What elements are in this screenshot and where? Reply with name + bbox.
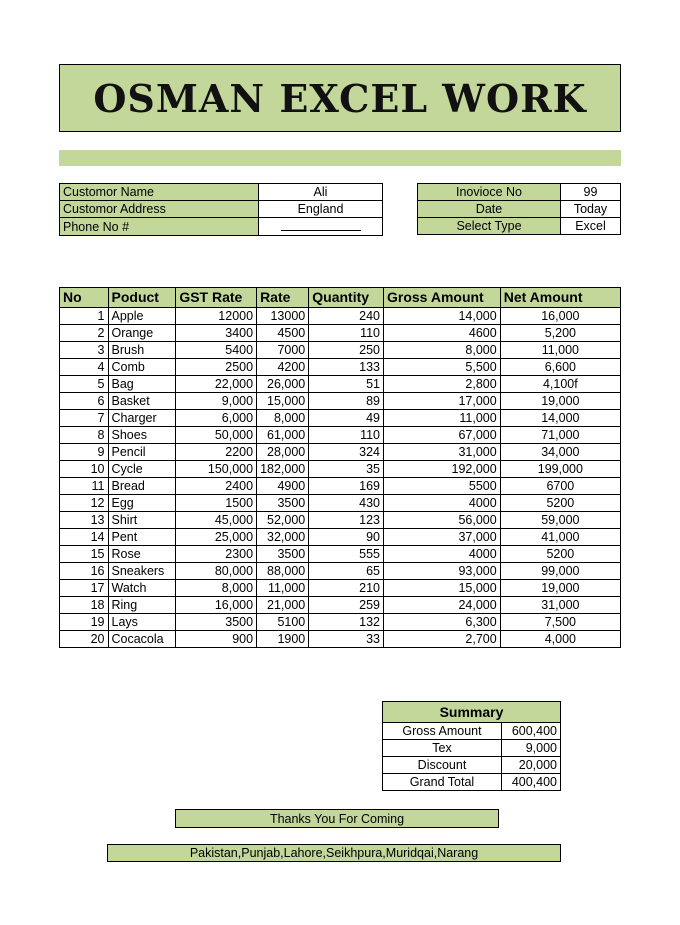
gross-amount-cell[interactable]: 4600 <box>384 325 501 342</box>
product-name-cell[interactable]: Pencil <box>108 444 176 461</box>
table-row <box>60 359 621 376</box>
summary-label: Gross Amount <box>383 723 502 740</box>
table-row <box>60 376 621 393</box>
net-amount-cell[interactable]: 59,000 <box>500 512 620 529</box>
select-type-row <box>418 218 621 235</box>
select-type-label: Select Type <box>418 218 561 235</box>
row-no-cell[interactable]: 13 <box>60 512 109 529</box>
summary-row <box>383 723 561 740</box>
decorative-band <box>59 150 621 166</box>
quantity-cell[interactable]: 33 <box>309 631 384 648</box>
table-row <box>60 393 621 410</box>
products-table <box>59 287 621 648</box>
gross-amount-cell[interactable]: 5,500 <box>384 359 501 376</box>
table-row <box>60 512 621 529</box>
product-name-cell[interactable]: Brush <box>108 342 176 359</box>
gst-rate-cell[interactable]: 2300 <box>176 546 257 563</box>
gross-amount-cell[interactable]: 6,300 <box>384 614 501 631</box>
product-name-cell[interactable]: Apple <box>108 308 176 325</box>
product-name-cell[interactable]: Sneakers <box>108 563 176 580</box>
row-no-cell[interactable]: 5 <box>60 376 109 393</box>
rate-cell[interactable]: 61,000 <box>257 427 309 444</box>
table-row <box>60 478 621 495</box>
summary-value[interactable]: 9,000 <box>502 740 561 757</box>
customer-address-row <box>60 201 383 218</box>
header-no: No <box>60 288 109 308</box>
quantity-cell[interactable]: 240 <box>309 308 384 325</box>
net-amount-cell[interactable]: 5200 <box>500 546 620 563</box>
customer-name-row <box>60 184 383 201</box>
invoice-no-row <box>418 184 621 201</box>
gross-amount-cell[interactable]: 17,000 <box>384 393 501 410</box>
table-row <box>60 410 621 427</box>
product-name-cell[interactable]: Watch <box>108 580 176 597</box>
row-no-cell[interactable]: 18 <box>60 597 109 614</box>
net-amount-cell[interactable]: 19,000 <box>500 580 620 597</box>
header-gross-amount: Gross Amount <box>384 288 501 308</box>
gst-rate-cell[interactable]: 2500 <box>176 359 257 376</box>
gst-rate-cell[interactable]: 16,000 <box>176 597 257 614</box>
gross-amount-cell[interactable]: 8,000 <box>384 342 501 359</box>
gross-amount-cell[interactable]: 11,000 <box>384 410 501 427</box>
net-amount-cell[interactable]: 19,000 <box>500 393 620 410</box>
summary-value[interactable]: 600,400 <box>502 723 561 740</box>
row-no-cell[interactable]: 9 <box>60 444 109 461</box>
quantity-cell[interactable]: 210 <box>309 580 384 597</box>
gst-rate-cell[interactable]: 6,000 <box>176 410 257 427</box>
gross-amount-cell[interactable]: 24,000 <box>384 597 501 614</box>
row-no-cell[interactable]: 6 <box>60 393 109 410</box>
rate-cell[interactable]: 21,000 <box>257 597 309 614</box>
rate-cell[interactable]: 3500 <box>257 546 309 563</box>
phone-row <box>60 218 383 236</box>
net-amount-cell[interactable]: 6,600 <box>500 359 620 376</box>
summary-table <box>382 701 561 791</box>
row-no-cell[interactable]: 16 <box>60 563 109 580</box>
product-name-cell[interactable]: Shoes <box>108 427 176 444</box>
quantity-cell[interactable]: 89 <box>309 393 384 410</box>
address-banner <box>107 844 561 862</box>
rate-cell[interactable]: 32,000 <box>257 529 309 546</box>
rate-cell[interactable]: 15,000 <box>257 393 309 410</box>
header-product: Poduct <box>108 288 176 308</box>
row-no-cell[interactable]: 14 <box>60 529 109 546</box>
quantity-cell[interactable]: 123 <box>309 512 384 529</box>
net-amount-cell[interactable]: 41,000 <box>500 529 620 546</box>
products-header-row <box>60 288 621 308</box>
gst-rate-cell[interactable]: 50,000 <box>176 427 257 444</box>
row-no-cell[interactable]: 20 <box>60 631 109 648</box>
gst-rate-cell[interactable]: 3400 <box>176 325 257 342</box>
gross-amount-cell[interactable]: 56,000 <box>384 512 501 529</box>
gst-rate-cell[interactable]: 900 <box>176 631 257 648</box>
gst-rate-cell[interactable]: 12000 <box>176 308 257 325</box>
rate-cell[interactable]: 88,000 <box>257 563 309 580</box>
customer-info-table <box>59 183 383 236</box>
summary-title: Summary <box>383 702 561 723</box>
gst-rate-cell[interactable]: 22,000 <box>176 376 257 393</box>
rate-cell[interactable]: 4200 <box>257 359 309 376</box>
product-name-cell[interactable]: Lays <box>108 614 176 631</box>
quantity-cell[interactable]: 90 <box>309 529 384 546</box>
address-text: Pakistan,Punjab,Lahore,Seikhpura,Muridqai,Narang <box>189 846 479 860</box>
quantity-cell[interactable]: 250 <box>309 342 384 359</box>
quantity-cell[interactable]: 49 <box>309 410 384 427</box>
row-no-cell[interactable]: 8 <box>60 427 109 444</box>
net-amount-cell[interactable]: 4,100f <box>500 376 620 393</box>
gross-amount-cell[interactable]: 37,000 <box>384 529 501 546</box>
rate-cell[interactable]: 182,000 <box>257 461 309 478</box>
gross-amount-cell[interactable]: 4000 <box>384 546 501 563</box>
product-name-cell[interactable]: Bread <box>108 478 176 495</box>
gross-amount-cell[interactable]: 192,000 <box>384 461 501 478</box>
gross-amount-cell[interactable]: 15,000 <box>384 580 501 597</box>
row-no-cell[interactable]: 1 <box>60 308 109 325</box>
net-amount-cell[interactable]: 16,000 <box>500 308 620 325</box>
gst-rate-cell[interactable]: 9,000 <box>176 393 257 410</box>
row-no-cell[interactable]: 15 <box>60 546 109 563</box>
summary-label: Tex <box>383 740 502 757</box>
gst-rate-cell[interactable]: 2200 <box>176 444 257 461</box>
phone-value[interactable] <box>259 218 383 236</box>
table-row <box>60 308 621 325</box>
product-name-cell[interactable]: Rose <box>108 546 176 563</box>
summary-label: Discount <box>383 757 502 774</box>
rate-cell[interactable]: 11,000 <box>257 580 309 597</box>
quantity-cell[interactable]: 132 <box>309 614 384 631</box>
rate-cell[interactable]: 1900 <box>257 631 309 648</box>
gross-amount-cell[interactable]: 31,000 <box>384 444 501 461</box>
rate-cell[interactable]: 52,000 <box>257 512 309 529</box>
rate-cell[interactable]: 13000 <box>257 308 309 325</box>
net-amount-cell[interactable]: 199,000 <box>500 461 620 478</box>
quantity-cell[interactable]: 555 <box>309 546 384 563</box>
gst-rate-cell[interactable]: 45,000 <box>176 512 257 529</box>
products-body <box>60 308 621 648</box>
gst-rate-cell[interactable]: 150,000 <box>176 461 257 478</box>
table-row <box>60 325 621 342</box>
invoice-no-value[interactable]: 99 <box>561 184 621 201</box>
table-row <box>60 342 621 359</box>
table-row <box>60 529 621 546</box>
select-type-value[interactable]: Excel <box>561 218 621 235</box>
summary-value[interactable]: 20,000 <box>502 757 561 774</box>
customer-address-value[interactable]: England <box>259 201 383 218</box>
invoice-info-table <box>417 183 621 235</box>
quantity-cell[interactable]: 65 <box>309 563 384 580</box>
quantity-cell[interactable]: 133 <box>309 359 384 376</box>
product-name-cell[interactable]: Cocacola <box>108 631 176 648</box>
title-banner <box>59 64 621 132</box>
rate-cell[interactable]: 4500 <box>257 325 309 342</box>
table-row <box>60 427 621 444</box>
quantity-cell[interactable]: 169 <box>309 478 384 495</box>
header-net-amount: Net Amount <box>500 288 620 308</box>
gross-amount-cell[interactable]: 2,700 <box>384 631 501 648</box>
gross-amount-cell[interactable]: 5500 <box>384 478 501 495</box>
table-row <box>60 444 621 461</box>
summary-row <box>383 740 561 757</box>
row-no-cell[interactable]: 4 <box>60 359 109 376</box>
customer-name-value[interactable]: Ali <box>259 184 383 201</box>
row-no-cell[interactable]: 2 <box>60 325 109 342</box>
rate-cell[interactable]: 28,000 <box>257 444 309 461</box>
quantity-cell[interactable]: 51 <box>309 376 384 393</box>
row-no-cell[interactable]: 3 <box>60 342 109 359</box>
row-no-cell[interactable]: 11 <box>60 478 109 495</box>
product-name-cell[interactable]: Egg <box>108 495 176 512</box>
net-amount-cell[interactable]: 5,200 <box>500 325 620 342</box>
net-amount-cell[interactable]: 14,000 <box>500 410 620 427</box>
product-name-cell[interactable]: Bag <box>108 376 176 393</box>
gross-amount-cell[interactable]: 93,000 <box>384 563 501 580</box>
table-row <box>60 580 621 597</box>
rate-cell[interactable]: 26,000 <box>257 376 309 393</box>
gst-rate-cell[interactable]: 3500 <box>176 614 257 631</box>
header-quantity: Quantity <box>309 288 384 308</box>
net-amount-cell[interactable]: 34,000 <box>500 444 620 461</box>
net-amount-cell[interactable]: 6700 <box>500 478 620 495</box>
quantity-cell[interactable]: 35 <box>309 461 384 478</box>
table-row <box>60 495 621 512</box>
quantity-cell[interactable]: 259 <box>309 597 384 614</box>
summary-value[interactable]: 400,400 <box>502 774 561 791</box>
quantity-cell[interactable]: 430 <box>309 495 384 512</box>
summary-row <box>383 757 561 774</box>
gst-rate-cell[interactable]: 1500 <box>176 495 257 512</box>
rate-cell[interactable]: 4900 <box>257 478 309 495</box>
gst-rate-cell[interactable]: 5400 <box>176 342 257 359</box>
gst-rate-cell[interactable]: 2400 <box>176 478 257 495</box>
customer-address-label: Customor Address <box>60 201 259 218</box>
row-no-cell[interactable]: 12 <box>60 495 109 512</box>
thanks-text: Thanks You For Coming <box>269 811 405 826</box>
product-name-cell[interactable]: Pent <box>108 529 176 546</box>
invoice-no-label: Inovioce No <box>418 184 561 201</box>
header-rate: Rate <box>257 288 309 308</box>
phone-label: Phone No # <box>60 218 259 236</box>
quantity-cell[interactable]: 324 <box>309 444 384 461</box>
net-amount-cell[interactable]: 7,500 <box>500 614 620 631</box>
rate-cell[interactable]: 5100 <box>257 614 309 631</box>
row-no-cell[interactable]: 17 <box>60 580 109 597</box>
quantity-cell[interactable]: 110 <box>309 325 384 342</box>
table-row <box>60 546 621 563</box>
gross-amount-cell[interactable]: 14,000 <box>384 308 501 325</box>
product-name-cell[interactable]: Ring <box>108 597 176 614</box>
net-amount-cell[interactable]: 5200 <box>500 495 620 512</box>
gst-rate-cell[interactable]: 80,000 <box>176 563 257 580</box>
row-no-cell[interactable]: 7 <box>60 410 109 427</box>
thanks-banner <box>175 809 499 828</box>
row-no-cell[interactable]: 19 <box>60 614 109 631</box>
rate-cell[interactable]: 7000 <box>257 342 309 359</box>
customer-name-label: Customor Name <box>60 184 259 201</box>
product-name-cell[interactable]: Basket <box>108 393 176 410</box>
gst-rate-cell[interactable]: 8,000 <box>176 580 257 597</box>
product-name-cell[interactable]: Cycle <box>108 461 176 478</box>
header-gst-rate: GST Rate <box>176 288 257 308</box>
summary-row <box>383 774 561 791</box>
product-name-cell[interactable]: Shirt <box>108 512 176 529</box>
rate-cell[interactable]: 8,000 <box>257 410 309 427</box>
page-title: OSMAN EXCEL WORK <box>93 75 587 121</box>
table-row <box>60 631 621 648</box>
date-row <box>418 201 621 218</box>
gross-amount-cell[interactable]: 4000 <box>384 495 501 512</box>
net-amount-cell[interactable]: 99,000 <box>500 563 620 580</box>
gross-amount-cell[interactable]: 2,800 <box>384 376 501 393</box>
date-label: Date <box>418 201 561 218</box>
date-value[interactable]: Today <box>561 201 621 218</box>
quantity-cell[interactable]: 110 <box>309 427 384 444</box>
gst-rate-cell[interactable]: 25,000 <box>176 529 257 546</box>
table-row <box>60 563 621 580</box>
gross-amount-cell[interactable]: 67,000 <box>384 427 501 444</box>
product-name-cell[interactable]: Comb <box>108 359 176 376</box>
row-no-cell[interactable]: 10 <box>60 461 109 478</box>
table-row <box>60 597 621 614</box>
table-row <box>60 614 621 631</box>
product-name-cell[interactable]: Orange <box>108 325 176 342</box>
net-amount-cell[interactable]: 11,000 <box>500 342 620 359</box>
summary-label: Grand Total <box>383 774 502 791</box>
net-amount-cell[interactable]: 4,000 <box>500 631 620 648</box>
rate-cell[interactable]: 3500 <box>257 495 309 512</box>
product-name-cell[interactable]: Charger <box>108 410 176 427</box>
table-row <box>60 461 621 478</box>
phone-blank-line <box>281 218 361 231</box>
net-amount-cell[interactable]: 71,000 <box>500 427 620 444</box>
net-amount-cell[interactable]: 31,000 <box>500 597 620 614</box>
